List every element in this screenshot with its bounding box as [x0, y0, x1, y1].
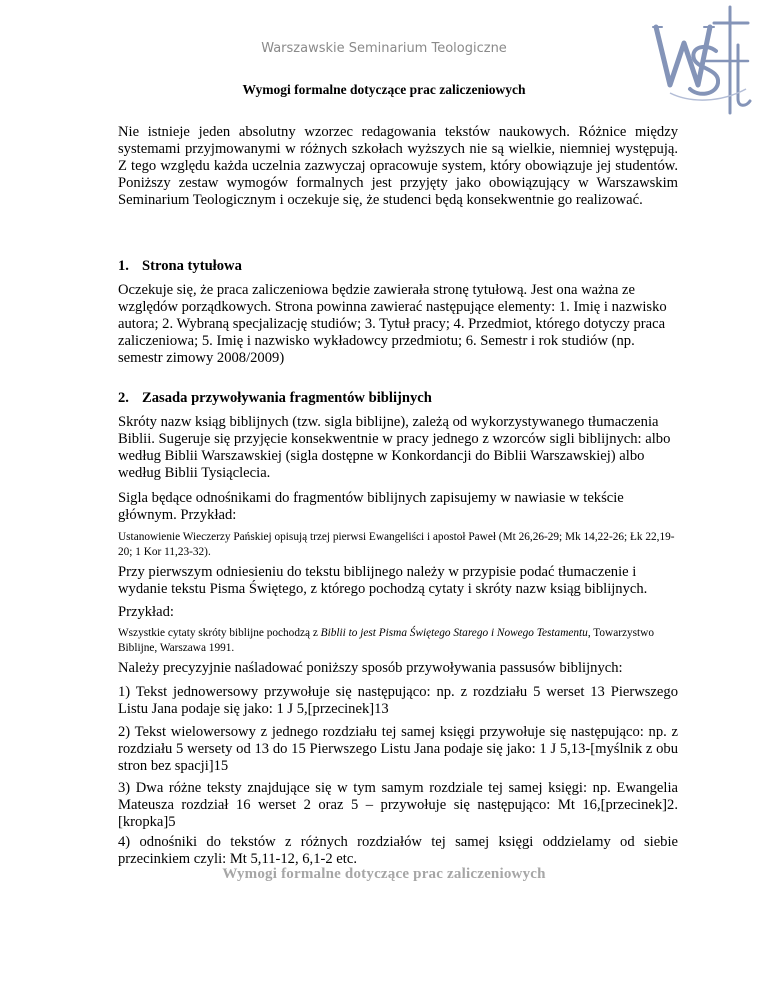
example-text: , Towarzystwo Biblijne, Warszawa 1991.	[118, 627, 654, 654]
example-text: Wszystkie cytaty skróty biblijne pochodzą z	[118, 627, 321, 639]
bible-edition-title: Biblii to jest Pisma Świętego Starego i Nowego Testamentu	[320, 627, 588, 639]
section-2-paragraph-5: Należy precyzyjnie naśladować poniższy sposób przywoływania passusów biblijnych:	[118, 660, 623, 676]
intro-paragraph: Nie istnieje jeden absolutny wzorzec redagowania tekstów naukowych. Różnice między systemami przyjmowanymi w różnych szkołach wyższych nie są wielkie, niemniej występują. Z tego względu każda uczelnia zazwyczaj opracowuje system, który obowiązuje jej studentów. Poniższy zestaw wymogów formalnych jest przyjęty jako obowiązujący w Warszawskim Seminarium Teologicznym i oczekuje się, że studenci będą konsekwentnie go realizować.	[118, 124, 678, 208]
section-1-heading	[118, 258, 242, 275]
section-title: Strona tytułowa	[142, 258, 242, 274]
section-2-paragraph-3: Przy pierwszym odniesieniu do tekstu biblijnego należy w przypisie podać tłumaczenie i wydanie tekstu Pisma Świętego, z którego pochodzą cytaty i skróty nazw ksiąg biblijnych.	[118, 564, 648, 597]
example-quote-1: Ustanowienie Wieczerzy Pańskiej opisują trzej pierwsi Ewangeliści i apostoł Paweł (Mt 26,26-29; Mk 14,22-26; Łk 22,19-20; 1 Kor 11,23-32).	[118, 531, 675, 558]
rule-4: 4) odnośniki do tekstów z różnych rozdziałów tej samej księgi oddzielamy od siebie przecinkiem czyli: Mt 5,11-12, 6,1-2 etc.	[118, 834, 678, 867]
rule-2: 2) Tekst wielowersowy z jednego rozdziału tej samej księgi przywołuje się następująco: np. z rozdziału 5 wersety od 13 do 15 Pierwszego Listu Jana podaje się jako: 1 J 5,13-[myślnik z obu stron bez spacji]15	[118, 724, 678, 774]
section-number: 1.	[118, 258, 129, 274]
section-2-heading	[118, 390, 432, 407]
section-2-paragraph-2: Sigla będące odnośnikami do fragmentów biblijnych zapisujemy w nawiasie w tekście głównym. Przykład:	[118, 490, 624, 523]
section-1-paragraph: Oczekuje się, że praca zaliczeniowa będzie zawierała stronę tytułową. Jest ona ważna ze względów porządkowych. Strona powinna zawierać następujące elementy: 1. Imię i nazwisko autora; 2. Wybraną specjalizację studiów; 3. Tytuł pracy; 4. Przedmiot, którego dotyczy praca zaliczeniowa; 5. Imię i nazwisko wykładowcy przedmiotu; 6. Semestr i rok studiów (np. semestr zimowy 2008/2009)	[118, 282, 667, 366]
section-title: Zasada przywoływania fragmentów biblijnych	[142, 390, 432, 406]
section-number: 2.	[118, 390, 129, 406]
rule-1: 1) Tekst jednowersowy przywołuje się następująco: np. z rozdziału 5 werset 13 Pierwszego Listu Jana podaje się jako: 1 J 5,[przecinek]13	[118, 684, 678, 717]
page-title: Wymogi formalne dotyczące prac zaliczeniowych	[242, 82, 526, 97]
page-footer: Wymogi formalne dotyczące prac zaliczeniowych	[222, 866, 546, 882]
section-2-paragraph-4: Przykład:	[118, 604, 174, 620]
page-header: Warszawskie Seminarium Teologiczne	[261, 41, 507, 56]
seminary-logo-icon	[650, 3, 755, 115]
example-quote-2	[118, 626, 678, 656]
section-2-paragraph-1: Skróty nazw ksiąg biblijnych (tzw. sigla biblijne), zależą od wykorzystywanego tłumaczenia Biblii. Sugeruje się przyjęcie konsekwentnie w pracy jednego z wzorców sigli biblijnych: albo według Biblii Warszawskiej (sigla dostępne w Konkordancji do Biblii Warszawskiej) albo według Biblii Tysiąclecia.	[118, 414, 671, 481]
rule-3: 3) Dwa różne teksty znajdujące się w tym samym rozdziale tej samej księgi: np. Ewangelia Mateusza rozdział 16 werset 2 oraz 5 – przywołuje się następująco: Mt 16,[przecinek]2.[kropka]5	[118, 780, 678, 830]
